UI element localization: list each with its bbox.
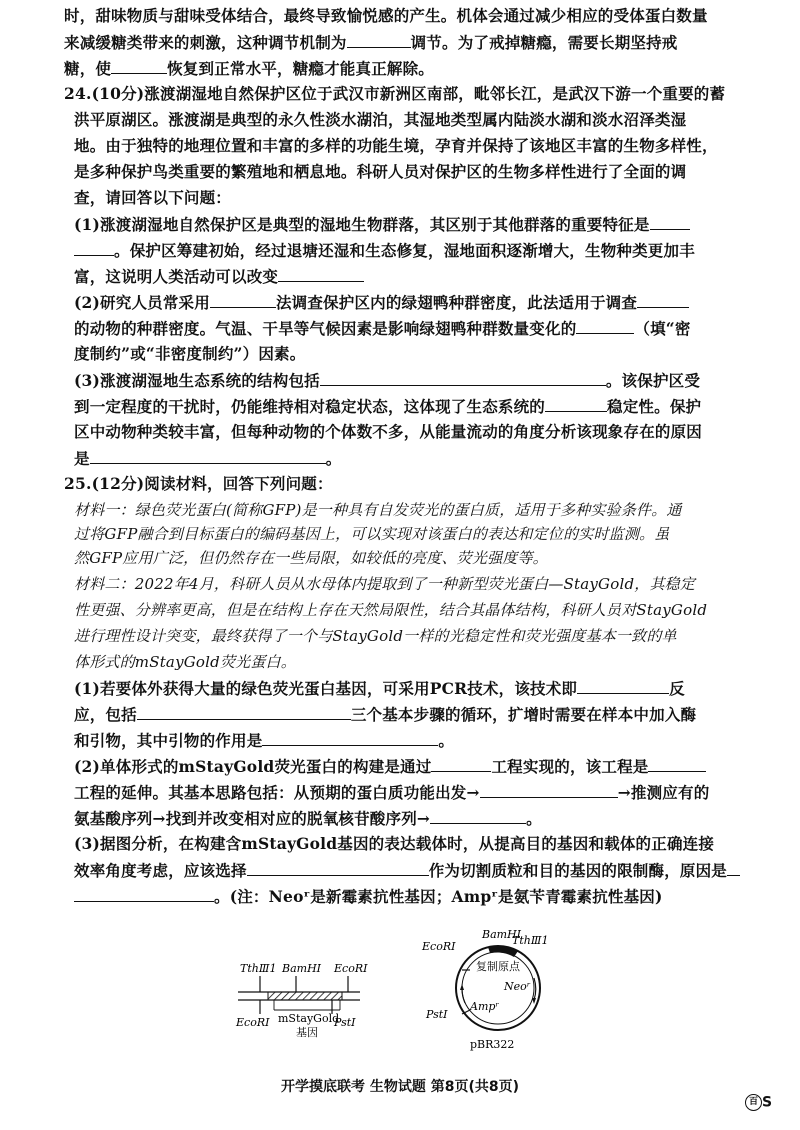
badge-circle: 百	[745, 1094, 762, 1111]
text-segment: 度制约”或“非密度制约”）因素。	[74, 344, 306, 363]
text-segment: 到一定程度的干扰时，仍能维持相对稳定状态，这体现了生态系统的	[74, 397, 546, 416]
text-line	[74, 600, 740, 620]
text-line	[64, 58, 740, 79]
watermark-badge	[745, 1094, 772, 1111]
badge-letter: S	[762, 1094, 773, 1111]
answer-blank[interactable]	[430, 808, 526, 824]
text-line	[64, 474, 740, 494]
text-line	[74, 136, 740, 156]
text-segment: 调节。为了戒掉糖瘾，需要长期坚持戒	[410, 33, 678, 52]
text-segment: (2)研究人员常采用	[74, 293, 210, 312]
text-line	[74, 704, 740, 725]
text-line	[74, 834, 740, 854]
amp-label: Ampʳ	[470, 1000, 500, 1013]
text-segment: 。保护区筹建初始，经过退塘还湿和生态修复，湿地面积逐渐增大，生物种类更加丰	[114, 241, 695, 260]
text-line	[74, 524, 740, 544]
text-segment: 应，包括	[74, 705, 137, 724]
text-line	[74, 318, 740, 339]
text-segment: 是	[74, 449, 90, 468]
text-line	[74, 860, 740, 881]
site-bam-gene: BamHⅠ	[282, 962, 322, 975]
text-segment: 工程实现的，该工程是	[491, 757, 649, 776]
text-segment: 恢复到正常水平，糖瘾才能真正解除。	[167, 59, 435, 78]
site-tth-plasmid: TthⅢ1	[512, 934, 549, 947]
text-segment: 的动物的种群密度。气温、干旱等气候因素是影响绿翅鸭种群数量变化的	[74, 319, 577, 338]
figure-restriction-map	[200, 918, 580, 1058]
text-segment: 洪平原湖区。涨渡湖是典型的永久性淡水湖泊，其湿地类型属内陆淡水湖和淡水沼泽类湿	[74, 110, 687, 129]
answer-blank[interactable]	[637, 292, 689, 308]
answer-blank[interactable]	[648, 756, 706, 772]
text-line	[74, 396, 740, 417]
text-segment: 地。由于独特的地理位置和丰富的多样的功能生境，孕育并保持了该地区丰富的生物多样性，	[74, 136, 718, 155]
text-line	[64, 84, 740, 104]
ori-label: 复制原点	[476, 960, 520, 973]
text-line	[74, 756, 740, 777]
text-segment: 来减缓糖类带来的刺激，这种调节机制为	[64, 33, 347, 52]
text-segment: 三个基本步骤的循环，扩增时需要在样本中加入酶	[350, 705, 697, 724]
text-line	[74, 886, 740, 907]
site-bam-plasmid: BamHⅠ	[482, 928, 522, 941]
text-segment: (2)单体形式的mStayGold荧光蛋白的构建是通过	[74, 757, 432, 776]
text-line	[74, 188, 740, 208]
text-line	[74, 730, 740, 751]
text-line	[74, 370, 740, 391]
answer-blank[interactable]	[650, 214, 690, 230]
answer-blank[interactable]	[111, 58, 167, 74]
answer-blank[interactable]	[210, 292, 276, 308]
text-segment: 稳定性。保护	[607, 397, 702, 416]
text-segment: 过将GFP融合到目标蛋白的编码基因上，可以实现对该蛋白的表达和定位的实时监测。虽	[74, 525, 670, 543]
text-line	[74, 292, 740, 313]
gene-fragment	[235, 962, 368, 1039]
text-segment: 性更强、分辨率更高，但是在结构上存在天然局限性，结合其晶体结构，科研人员对StayGold	[74, 601, 708, 619]
text-segment: 。	[526, 809, 542, 828]
text-line	[64, 32, 740, 53]
site-tth-gene: TthⅢ1	[240, 962, 277, 975]
text-segment: 。(注：Neoʳ是新霉素抗性基因；Ampʳ是氨苄青霉素抗性基因)	[214, 887, 663, 906]
text-segment: (3)据图分析，在构建含mStayGold基因的表达载体时，从提高目的基因和载体的正确连接	[74, 834, 715, 853]
text-line	[74, 678, 740, 699]
plasmid-name: pBR322	[470, 1038, 515, 1051]
site-pst-gene: PstⅠ	[334, 1016, 356, 1029]
text-segment: (3)涨渡湖湿地生态系统的结构包括	[74, 371, 320, 390]
text-line	[74, 652, 740, 672]
answer-blank[interactable]	[247, 860, 429, 876]
text-segment: 氨基酸序列→找到并改变相对应的脱氧核苷酸序列→	[74, 809, 431, 828]
text-segment: 材料二：2022年4月，科研人员从水母体内提取到了一种新型荧光蛋白—StayGold，其稳定	[74, 575, 696, 593]
answer-blank[interactable]	[480, 782, 618, 798]
text-segment: （填“密	[634, 319, 691, 338]
text-segment: 体形式的mStayGold荧光蛋白。	[74, 653, 296, 671]
text-line	[74, 782, 740, 803]
answer-blank[interactable]	[431, 756, 491, 772]
text-segment: 工程的延伸。其基本思路包括：从预期的蛋白质功能出发→	[74, 783, 480, 802]
text-line	[74, 422, 740, 442]
text-segment: 糖，使	[64, 59, 112, 78]
text-line	[74, 266, 740, 287]
site-ecor-plasmid: EcoRⅠ	[422, 940, 456, 953]
text-segment: (1)涨渡湖湿地自然保护区是典型的湿地生物群落，其区别于其他群落的重要特征是	[74, 215, 650, 234]
answer-blank[interactable]	[278, 266, 364, 282]
answer-blank[interactable]	[545, 396, 607, 412]
text-line	[74, 162, 740, 182]
text-segment: 作为切割质粒和目的基因的限制酶，原因是	[428, 861, 728, 880]
text-segment: 。该保护区受	[605, 371, 701, 390]
text-line	[74, 344, 740, 364]
text-segment: 是多种保护鸟类重要的繁殖地和栖息地。科研人员对保护区的生物多样性进行了全面的调	[74, 162, 687, 181]
text-line	[74, 626, 740, 646]
text-segment: 然GFP应用广泛，但仍然存在一些局限，如较低的亮度、荧光强度等。	[74, 549, 548, 567]
neo-label: Neoʳ	[504, 980, 531, 993]
text-line	[74, 448, 740, 469]
text-line	[64, 6, 740, 26]
text-segment: 时，甜味物质与甜味受体结合，最终导致愉悦感的产生。机体会通过减少相应的受体蛋白数量	[64, 6, 708, 25]
site-ecor-gene-top: EcoRⅠ	[334, 962, 368, 975]
answer-blank[interactable]	[90, 448, 326, 464]
answer-blank[interactable]	[74, 886, 214, 902]
text-segment: 25.(12分)阅读材料，回答下列问题：	[64, 474, 333, 493]
text-segment: 。	[438, 731, 455, 750]
plasmid-pbr322	[421, 928, 548, 1051]
text-segment: 查，请回答以下问题：	[74, 188, 232, 207]
text-segment: (1)若要体外获得大量的绿色荧光蛋白基因，可采用PCR技术，该技术即	[74, 679, 578, 698]
answer-blank[interactable]	[74, 240, 114, 256]
text-segment: 区中动物种类较丰富，但每种动物的个体数不多，从能量流动的角度分析该现象存在的原因	[74, 422, 703, 441]
text-line	[74, 110, 740, 130]
text-segment: 24.(10分)涨渡湖湿地自然保护区位于武汉市新洲区南部，毗邻长江，是武汉下游一个重要的蓄	[64, 84, 726, 103]
text-line	[74, 500, 740, 520]
answer-blank[interactable]	[262, 730, 438, 746]
text-segment: 法调查保护区内的绿翅鸭种群密度，此法适用于调查	[275, 293, 638, 312]
text-segment: →推测应有的	[617, 783, 710, 802]
text-segment: 和引物，其中引物的作用是	[74, 731, 263, 750]
page-footer: 开学摸底联考 生物试题 第8页(共8页)	[280, 1079, 520, 1095]
text-segment: 进行理性设计突变，最终获得了一个与StayGold一样的光稳定性和荧光强度基本一致的单	[74, 627, 677, 645]
text-line	[74, 214, 740, 235]
text-line	[74, 574, 740, 594]
answer-blank[interactable]	[347, 32, 411, 48]
answer-blank[interactable]	[727, 860, 740, 876]
site-ecor-gene-bottom: EcoRⅠ	[236, 1016, 270, 1029]
text-segment: 材料一：绿色荧光蛋白(简称GFP)是一种具有自发荧光的蛋白质，适用于多种实验条件。通	[74, 501, 682, 519]
text-segment: 。	[325, 449, 342, 468]
text-line	[74, 808, 740, 829]
text-line	[74, 240, 740, 261]
answer-blank[interactable]	[576, 318, 634, 334]
gene-label-2: 基因	[296, 1026, 318, 1039]
text-segment: 效率角度考虑，应该选择	[74, 861, 247, 880]
answer-blank[interactable]	[577, 678, 669, 694]
gene-label: mStayGold	[278, 1012, 340, 1025]
text-segment: 富，这说明人类活动可以改变	[74, 267, 279, 286]
site-pst-plasmid: PstⅠ	[426, 1008, 448, 1021]
answer-blank[interactable]	[320, 370, 606, 386]
text-segment: 反	[669, 679, 685, 698]
answer-blank[interactable]	[137, 704, 351, 720]
text-line	[74, 548, 740, 568]
